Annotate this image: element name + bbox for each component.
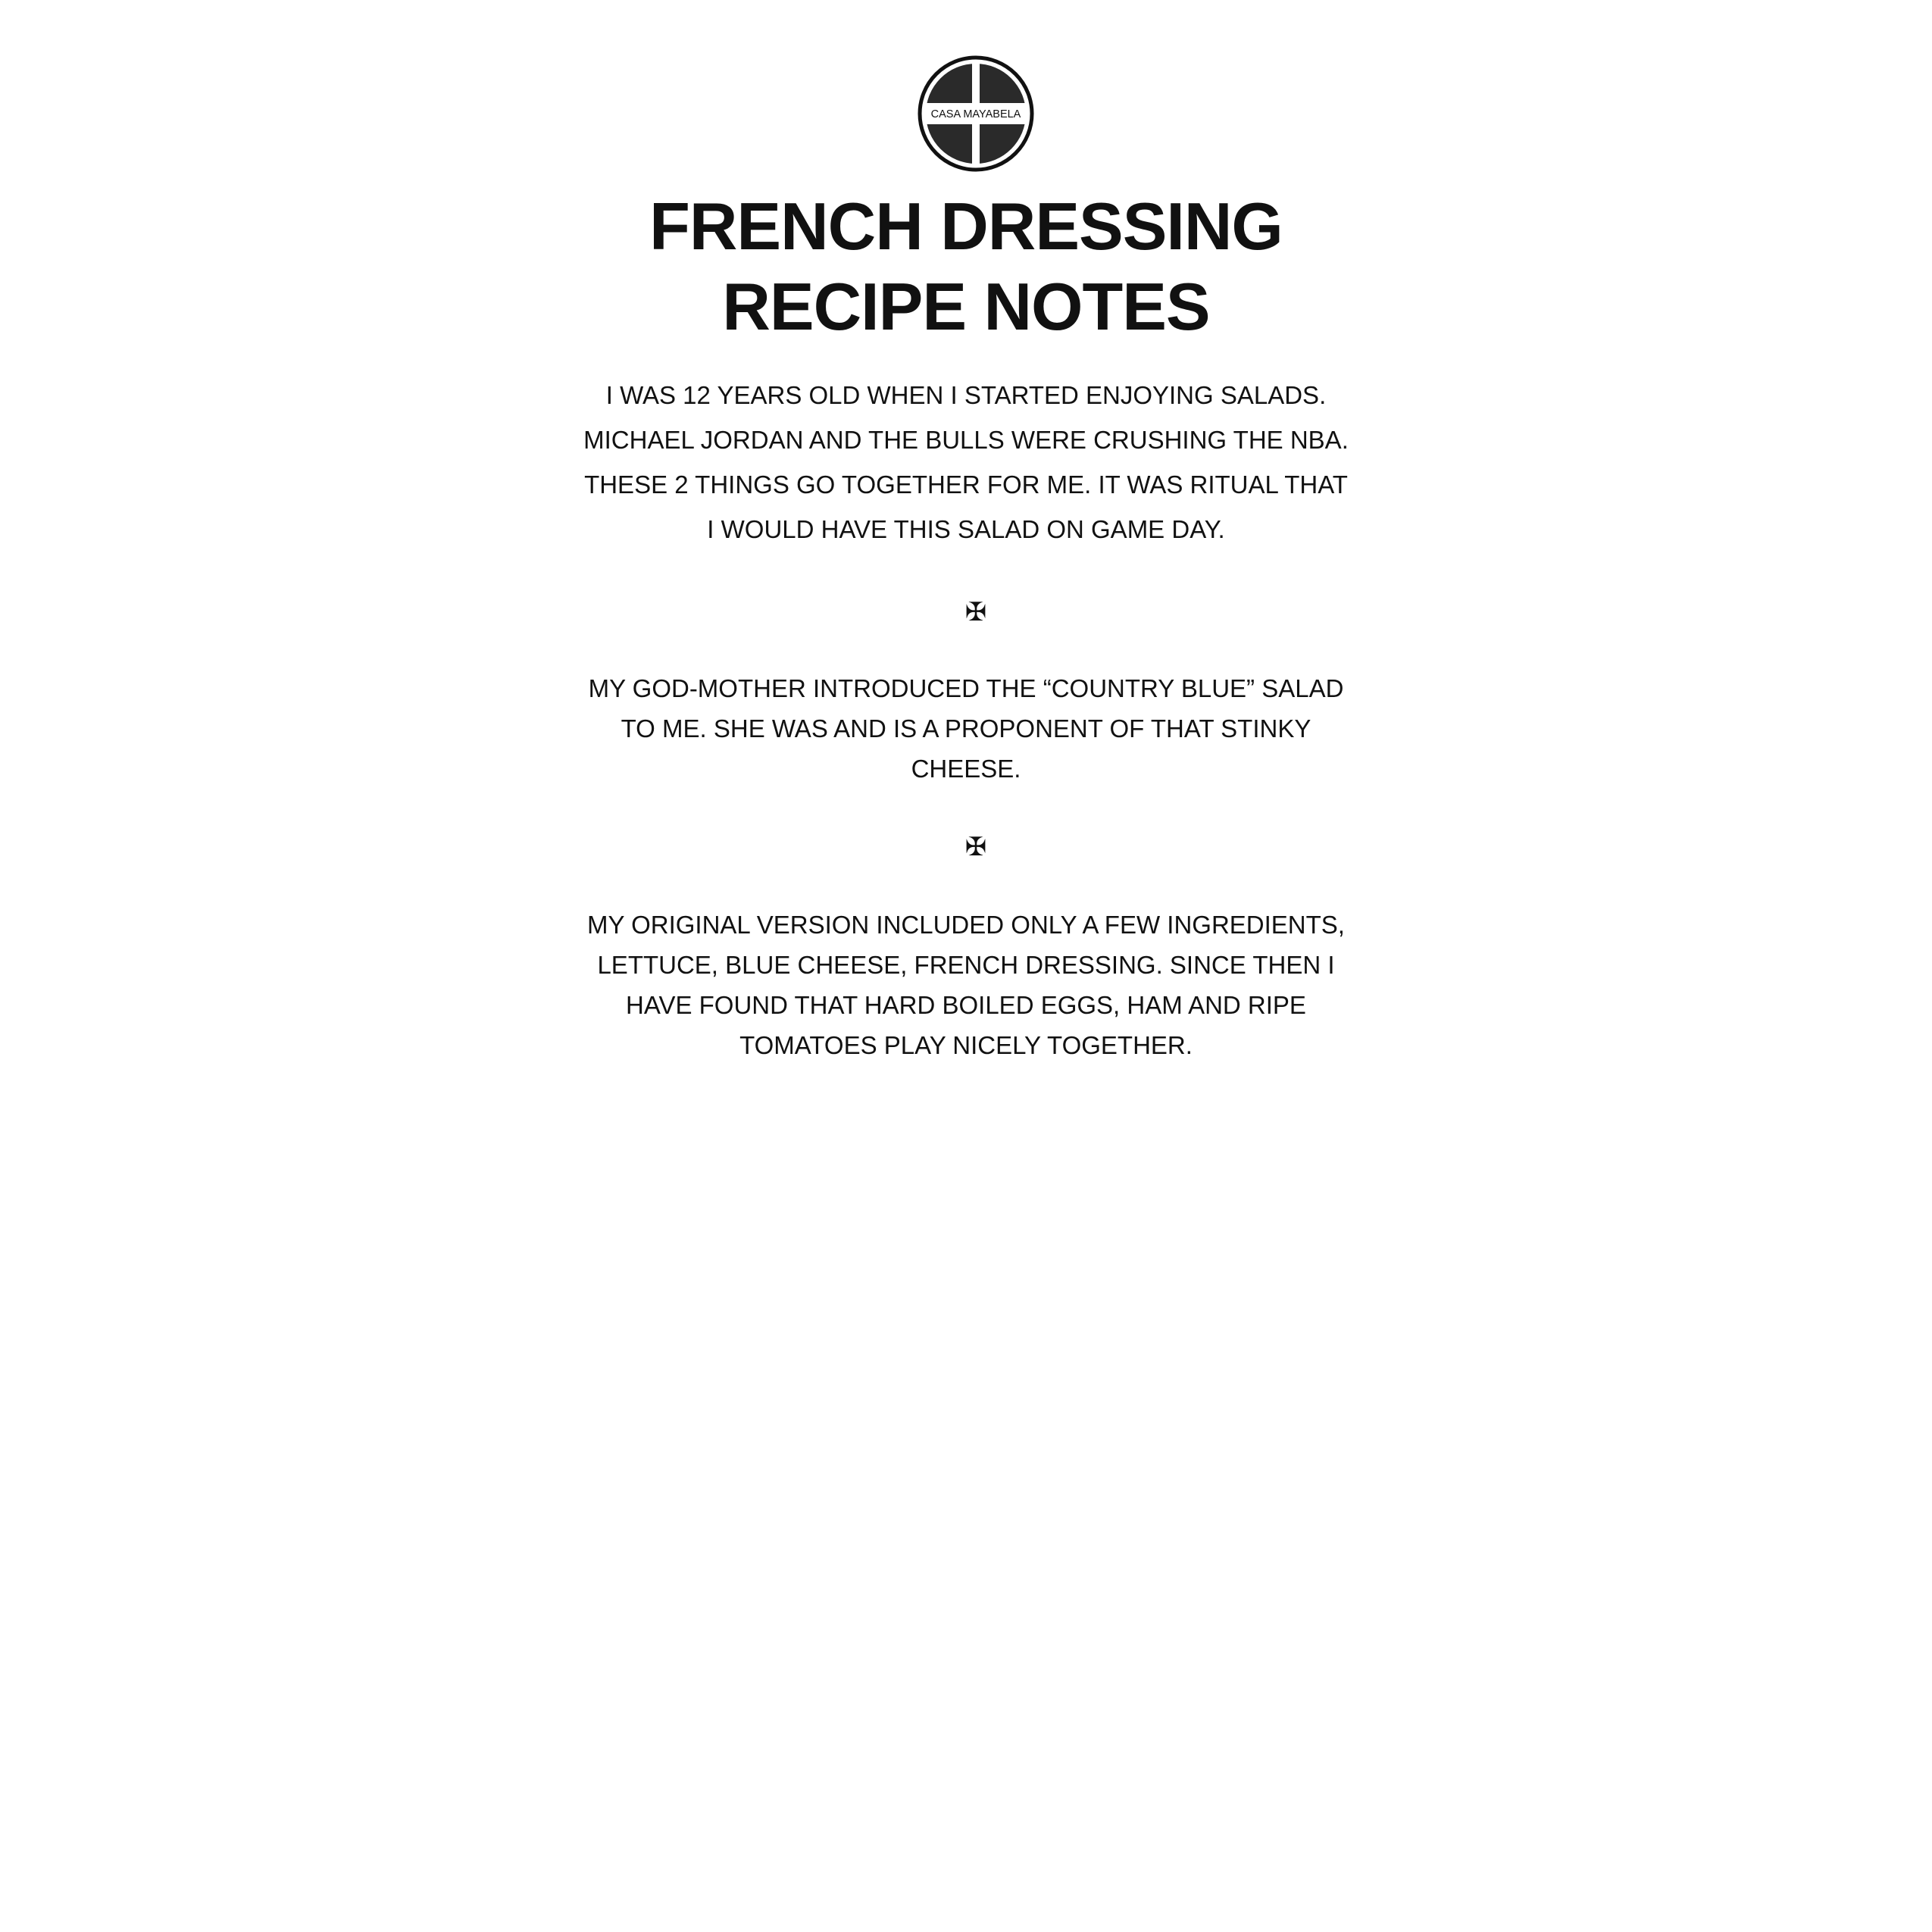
paragraph-line: HAVE FOUND THAT HARD BOILED EGGS, HAM AND RIPE [626, 991, 1306, 1019]
logo-text: CASA MAYABELA [930, 108, 1021, 120]
cross-ornament-icon: ✠ [964, 598, 987, 627]
paragraph-line: THESE 2 THINGS GO TOGETHER FOR ME. IT WAS RITUAL THAT [584, 470, 1348, 499]
paragraph-line: I WOULD HAVE THIS SALAD ON GAME DAY. [707, 515, 1225, 543]
paragraph-line: CHEESE. [911, 755, 1021, 783]
paragraph-line: MY GOD-MOTHER INTRODUCED THE “COUNTRY BLUE” SALAD [588, 674, 1344, 702]
original-version-paragraph [511, 905, 1421, 1065]
page-title-line-2: RECIPE NOTES [722, 269, 1210, 344]
cross-ornament-icon: ✠ [964, 833, 987, 861]
casa-mayabela-logo [917, 55, 1035, 173]
paragraph-line: LETTUCE, BLUE CHEESE, FRENCH DRESSING. SINCE THEN I [597, 951, 1335, 979]
page-title-line-1: FRENCH DRESSING [649, 189, 1283, 264]
paragraph-line: MICHAEL JORDAN AND THE BULLS WERE CRUSHING THE NBA. [583, 426, 1349, 454]
paragraph-line: TO ME. SHE WAS AND IS A PROPONENT OF THAT STINKY [621, 714, 1311, 742]
paragraph-line: TOMATOES PLAY NICELY TOGETHER. [739, 1031, 1193, 1059]
logo-emblem-icon [917, 55, 1035, 173]
paragraph-line: I WAS 12 YEARS OLD WHEN I STARTED ENJOYING SALADS. [605, 381, 1327, 409]
godmother-paragraph [511, 668, 1421, 789]
intro-paragraph [511, 373, 1421, 552]
paragraph-line: MY ORIGINAL VERSION INCLUDED ONLY A FEW INGREDIENTS, [587, 911, 1345, 939]
